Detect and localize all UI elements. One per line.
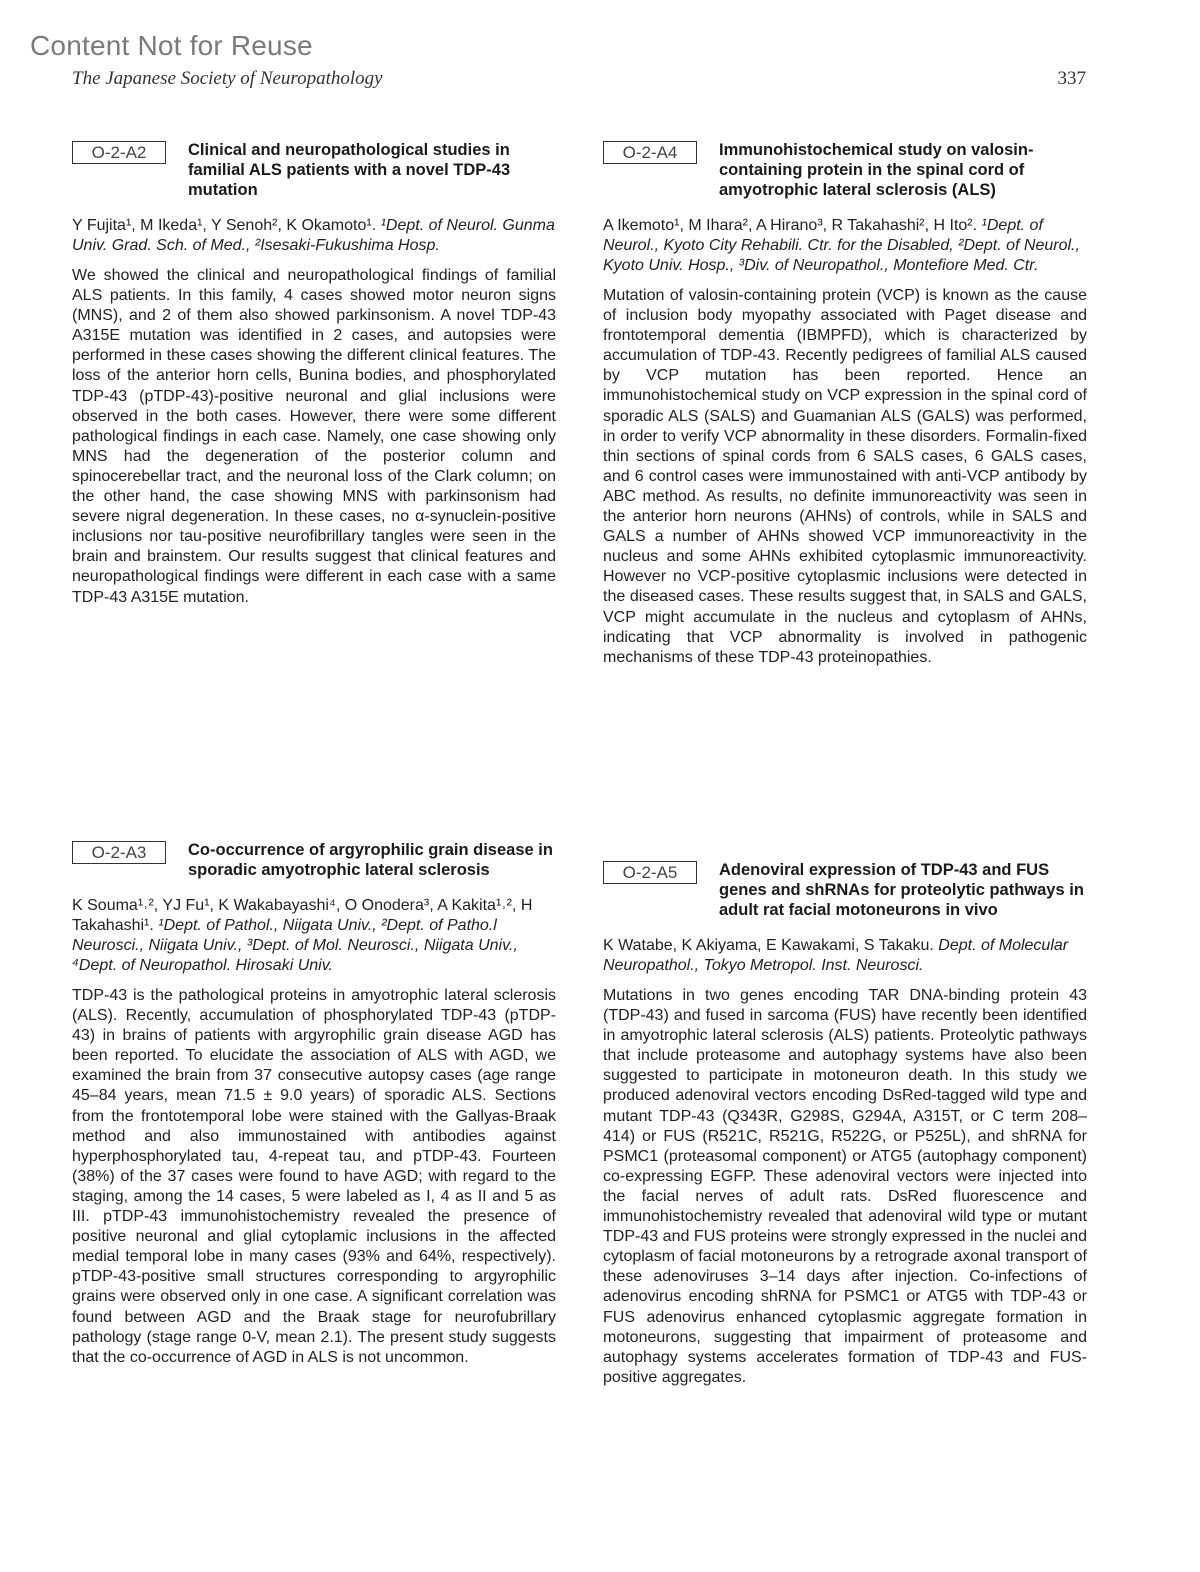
abstract-code: O-2-A3 [72,841,166,864]
abstract-authors [72,216,556,256]
affiliations: ¹Dept. of Neurol. Gunma Univ. Grad. Sch. of Med., ²Isesaki-Fukushima Hosp. [72,217,555,254]
journal-title: The Japanese Society of Neuropathology [72,68,383,89]
abstract-title: Clinical and neuropathological studies in familial ALS patients with a novel TDP-43 mutation [188,141,511,199]
abstract-body: We showed the clinical and neuropathological findings of familial ALS patients. In this family, 4 cases showed motor neuron signs (MNS), and 2 of them also showed parkinsonism. A novel TDP-43 A315E mutation was identified in 2 cases, and autopsies were performed in these cases showing the different clinical features. The loss of the anterior horn cells, Bunina bodies, and phosphorylated TDP-43 (pTDP-43)-positive neuronal and glial inclusions were observed in the both cases. However, there were some different pathological findings in each case. Namely, one case showing only MNS had the degeneration of the posterior column and spinocerebellar tract, and the neuronal loss of the Clark column; on the other hand, the case showing MNS with parkinsonism had severe nigral degeneration. In these cases, no α-synuclein-positive inclusions nor tau-positive neurofibrillary tangles were seen in the brain and brainstem. Our results suggest that clinical features and neuropathological findings were different in each case with a same TDP-43 A315E mutation. [72,267,556,606]
abstract-header [603,140,1087,200]
abstract-code: O-2-A2 [72,141,166,164]
watermark: Content Not for Reuse [30,30,313,61]
abstract-header [72,840,556,880]
abstract-body: Mutations in two genes encoding TAR DNA-binding protein 43 (TDP-43) and fused in sarcoma (FUS) have recently been identified in amyotrophic lateral sclerosis (ALS) patients. Proteolytic pathways that include proteasome and autophagy systems have also been suggested to participate in motoneuron death. In this study we produced adenoviral vectors encoding DsRed-tagged wild type and mutant TDP-43 (Q343R, G298S, G294A, A315T, or C term 208–414) or FUS (R521C, R521G, R522G, or P525L), and shRNA for PSMC1 (proteasomal component) or ATG5 (autophagy component) co-expressing EGFP. These adenoviral vectors were injected into the facial nerves of adult rats. DsRed fluorescence and immunohistochemistry revealed that adenoviral wild type or mutant TDP-43 and FUS proteins were strongly expressed in the nuclei and cytoplasm of facial motoneurons by a retrograde axonal transport of these adenoviruses 3–14 days after injection. Co-infections of adenovirus encoding shRNA for PSMC1 or ATG5 with TDP-43 or FUS adenovirus enhanced cytoplasmic aggregate formation in motoneurons, suggesting that impairment of proteasome and autophagy systems accelerates formation of TDP-43 and FUS-positive aggregates. [603,987,1087,1386]
abstract-o-2-a2 [72,140,556,608]
abstract-body: TDP-43 is the pathological proteins in amyotrophic lateral sclerosis (ALS). Recently, accumulation of phosphorylated TDP-43 (pTDP-43) in brains of patients with argyrophilic grain disease AGD has been reported. To elucidate the association of ALS with AGD, we examined the brain from 37 consecutive autopsy cases (age range 45–84 years, mean 71.5 ± 9.0 years) of sporadic ALS. Sections from the frontotemporal lobe were stained with the Gallyas-Braak method and also immunostained with antibodies against hyperphosphorylated tau, 4-repeat tau, and pTDP-43. Fourteen (38%) of the 37 cases were found to have AGD; with regard to the staging, among the 14 cases, 5 were labeled as I, 4 as II and 5 as III. pTDP-43 immunohistochemistry revealed the presence of positive neuronal and glial cytoplamic inclusions in the affected medial temporal lobe in many cases (93% and 64%, respectively). pTDP-43-positive small structures corresponding to argyrophilic grains were observed only in one case. A significant correlation was found between AGD and the Braak stage for neurofubrillary pathology (stage range 0-V, mean 2.1). The present study suggests that the co-occurrence of AGD in ALS is not uncommon. [72,987,556,1366]
affiliations: ¹Dept. of Pathol., Niigata Univ., ²Dept. of Patho.l Neurosci., Niigata Univ., ³Dept. of Mol. Neurosci., Niigata Univ., ⁴Dept. of Neuropathol. Hirosaki Univ. [72,917,518,974]
author-list: K Souma¹˒², YJ Fu¹, K Wakabayashi⁴, O Onodera³, A Kakita¹˒², H Takahashi¹. [72,897,533,934]
author-list: K Watabe, K Akiyama, E Kawakami, S Takaku. [603,937,934,954]
abstract-o-2-a4 [603,140,1087,668]
page-number: 337 [1057,68,1086,89]
abstract-o-2-a3 [72,840,556,1368]
abstract-authors [603,216,1087,276]
abstract-authors [603,936,1087,976]
abstract-o-2-a5 [603,860,1087,1388]
abstract-body: Mutation of valosin-containing protein (VCP) is known as the cause of inclusion body myopathy associated with Paget disease and frontotemporal dementia (IBMPFD), which is characterized by accumulation of TDP-43. Recently pedigrees of familial ALS caused by VCP mutation has been reported. Hence an immunohistochemical study on VCP expression in the spinal cord of sporadic ALS (SALS) and Guamanian ALS (GALS) was performed, in order to verify VCP abnormality in these disorders. Formalin-fixed thin sections of spinal cords from 6 SALS cases, 6 GALS cases, and 6 control cases were immunostained with anti-VCP antibody by ABC method. As results, no definite immunoreactivity was seen in the anterior horn neurons (AHNs) of controls, while in SALS and GALS a number of AHNs showed VCP immunoreactivity in the nucleus and some AHNs exhibited cytoplasmic immunoreactivity. However no VCP-positive cytoplasmic inclusions were detected in the diseased cases. These results suggest that, in SALS and GALS, VCP might accumulate in the nucleus and cytoplasm of AHNs, indicating that VCP abnormality is involved in pathogenic mechanisms of these TDP-43 proteinopathies. [603,287,1087,666]
author-list: A Ikemoto¹, M Ihara², A Hirano³, R Takahashi², H Ito². [603,217,978,234]
abstract-header [72,140,556,200]
affiliations: Dept. of Molecular Neuropathol., Tokyo Metropol. Inst. Neurosci. [603,937,1069,974]
abstract-code: O-2-A4 [603,141,697,164]
abstract-title: Adenoviral expression of TDP-43 and FUS genes and shRNAs for proteolytic pathways in adult rat facial motoneurons in vivo [719,861,1084,919]
abstract-authors [72,896,556,976]
abstract-title: Co-occurrence of argyrophilic grain disease in sporadic amyotrophic lateral sclerosis [188,841,553,879]
affiliations: ¹Dept. of Neurol., Kyoto City Rehabili. Ctr. for the Disabled, ²Dept. of Neurol., Kyoto Univ. Hosp., ³Div. of Neuropathol., Montefiore Med. Ctr. [603,217,1080,274]
author-list: Y Fujita¹, M Ikeda¹, Y Senoh², K Okamoto¹. [72,217,377,234]
abstract-code: O-2-A5 [603,861,697,884]
abstract-title: Immunohistochemical study on valosin-containing protein in the spinal cord of amyotrophic lateral sclerosis (ALS) [719,141,1034,199]
abstract-header [603,860,1087,920]
